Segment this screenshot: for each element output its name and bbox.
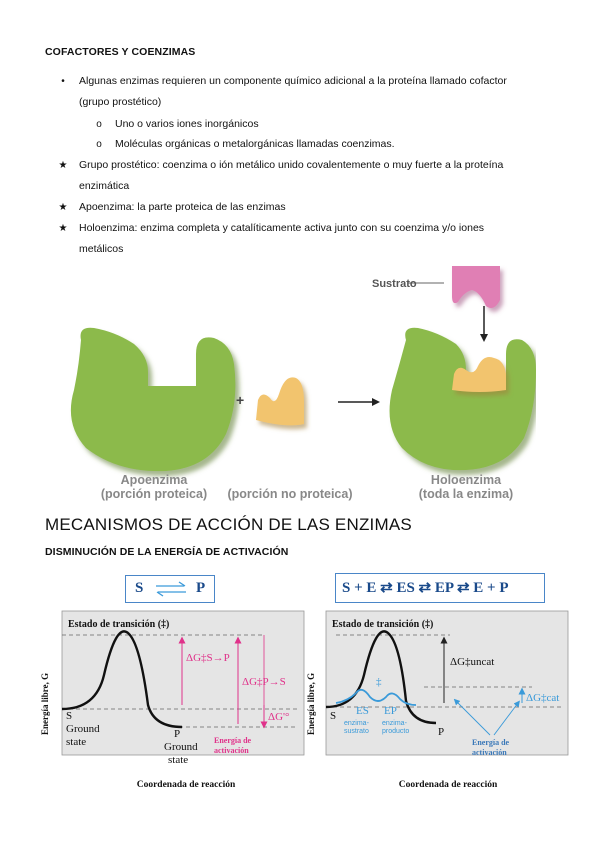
sub-bullet-marker: o	[96, 119, 102, 130]
apoenzima-label: Apoenzima	[120, 473, 188, 487]
ground-state-label: Ground	[66, 723, 100, 735]
dg-uncat-label: ΔG‡uncat	[450, 656, 495, 668]
eq-p: P	[196, 580, 206, 596]
bullet-text: Algunas enzimas requieren un componente químico adicional a la proteína llamado cofactor	[79, 75, 507, 87]
dagger-label: ‡	[376, 676, 382, 688]
substrate-shape	[452, 266, 500, 308]
arrow-head	[372, 398, 380, 406]
cofactor-shape	[256, 377, 304, 425]
holoenzyme-figure	[66, 262, 536, 505]
star-bullet-marker: ★	[58, 202, 68, 213]
ep-sub-label-2: producto	[382, 728, 410, 735]
dg-s-to-p-label: ΔG‡S→P	[186, 652, 230, 664]
holoenzima-sublabel: (toda la enzima)	[418, 487, 514, 501]
activacion-label-right: activación	[472, 748, 507, 757]
right-equation-box	[335, 573, 545, 603]
sub-bullet-text: Uno o varios iones inorgánicos	[115, 118, 259, 130]
dg-cat-label: ΔG‡cat	[526, 692, 560, 704]
sustrato-label: Sustrato	[372, 278, 417, 290]
no-proteica-label: (porción no proteica)	[227, 487, 353, 501]
p-label-right: P	[438, 726, 445, 738]
holoenzyme-shape	[390, 328, 536, 470]
eq-right: S + E ⇄ ES ⇄ EP ⇄ E + P	[342, 580, 509, 596]
es-label: ES	[356, 705, 369, 717]
dg-p-to-s-label: ΔG‡P→S	[242, 676, 286, 688]
bullet-text: Holoenzima: enzima completa y catalíticamente activa junto con su coenzima y/o iones	[79, 222, 485, 234]
bullet-text: Grupo prostético: coenzima o ión metálico unido covalentemente o muy fuerte a la proteína	[79, 159, 504, 171]
p-state-label: state	[168, 754, 189, 766]
eq-s: S	[135, 580, 144, 596]
ep-label: EP	[384, 705, 397, 717]
dg-standard-label: ΔG'°	[268, 711, 290, 723]
transition-state-label-right: Estado de transición (‡)	[332, 619, 434, 630]
bullet-text-cont: enzimática	[79, 180, 130, 192]
x-axis-label-right: Coordenada de reacción	[398, 780, 498, 790]
activacion-label: activación	[214, 746, 249, 755]
energia-activacion-label-right: Energía de	[472, 738, 510, 747]
section-title-cofactores: COFACTORES Y COENZIMAS	[45, 46, 196, 58]
energia-activacion-label: Energía de	[214, 736, 252, 745]
equilibrium-arrows	[154, 581, 188, 597]
bullet-text-cont: (grupo prostético)	[79, 96, 162, 108]
star-bullet-marker: ★	[58, 223, 68, 234]
section-subtitle: DISMINUCIÓN DE LA ENERGÍA DE ACTIVACIÓN	[45, 546, 289, 558]
sub-bullet-text: Moléculas orgánicas o metalorgánicas llamadas coenzimas.	[115, 138, 395, 150]
apoenzyme-shape	[71, 328, 236, 471]
transition-state-label: Estado de transición (‡)	[68, 619, 170, 630]
x-axis-label-left: Coordenada de reacción	[136, 780, 236, 790]
bullet-text: Apoenzima: la parte proteica de las enzimas	[79, 201, 286, 213]
star-bullet-marker: ★	[58, 160, 68, 171]
s-label-right: S	[330, 710, 337, 722]
plus-sign: +	[236, 392, 245, 408]
ground-state-label-2: state	[66, 736, 87, 748]
holoenzima-label: Holoenzima	[430, 473, 502, 487]
substrate-arrow-head	[480, 334, 488, 342]
p-ground-label: Ground	[164, 741, 198, 753]
ep-sub-label: enzima-	[382, 720, 407, 727]
es-sub-label: enzima-	[344, 720, 369, 727]
sub-bullet-marker: o	[96, 139, 102, 150]
apoenzima-sublabel: (porción proteica)	[100, 487, 208, 501]
bullet-marker: •	[61, 76, 65, 87]
section-title-mecanismos: MECANISMOS DE ACCIÓN DE LAS ENZIMAS	[45, 515, 412, 534]
y-axis-label-right: Energía libre, G	[306, 672, 316, 735]
s-label: S	[66, 710, 73, 722]
bullet-text-cont: metálicos	[79, 243, 124, 255]
y-axis-label-left: Energía libre, G	[40, 672, 50, 735]
left-equation-box	[125, 575, 215, 603]
p-label: P	[174, 728, 181, 740]
energy-diagrams	[36, 605, 576, 795]
es-sub-label-2: sustrato	[344, 728, 369, 735]
